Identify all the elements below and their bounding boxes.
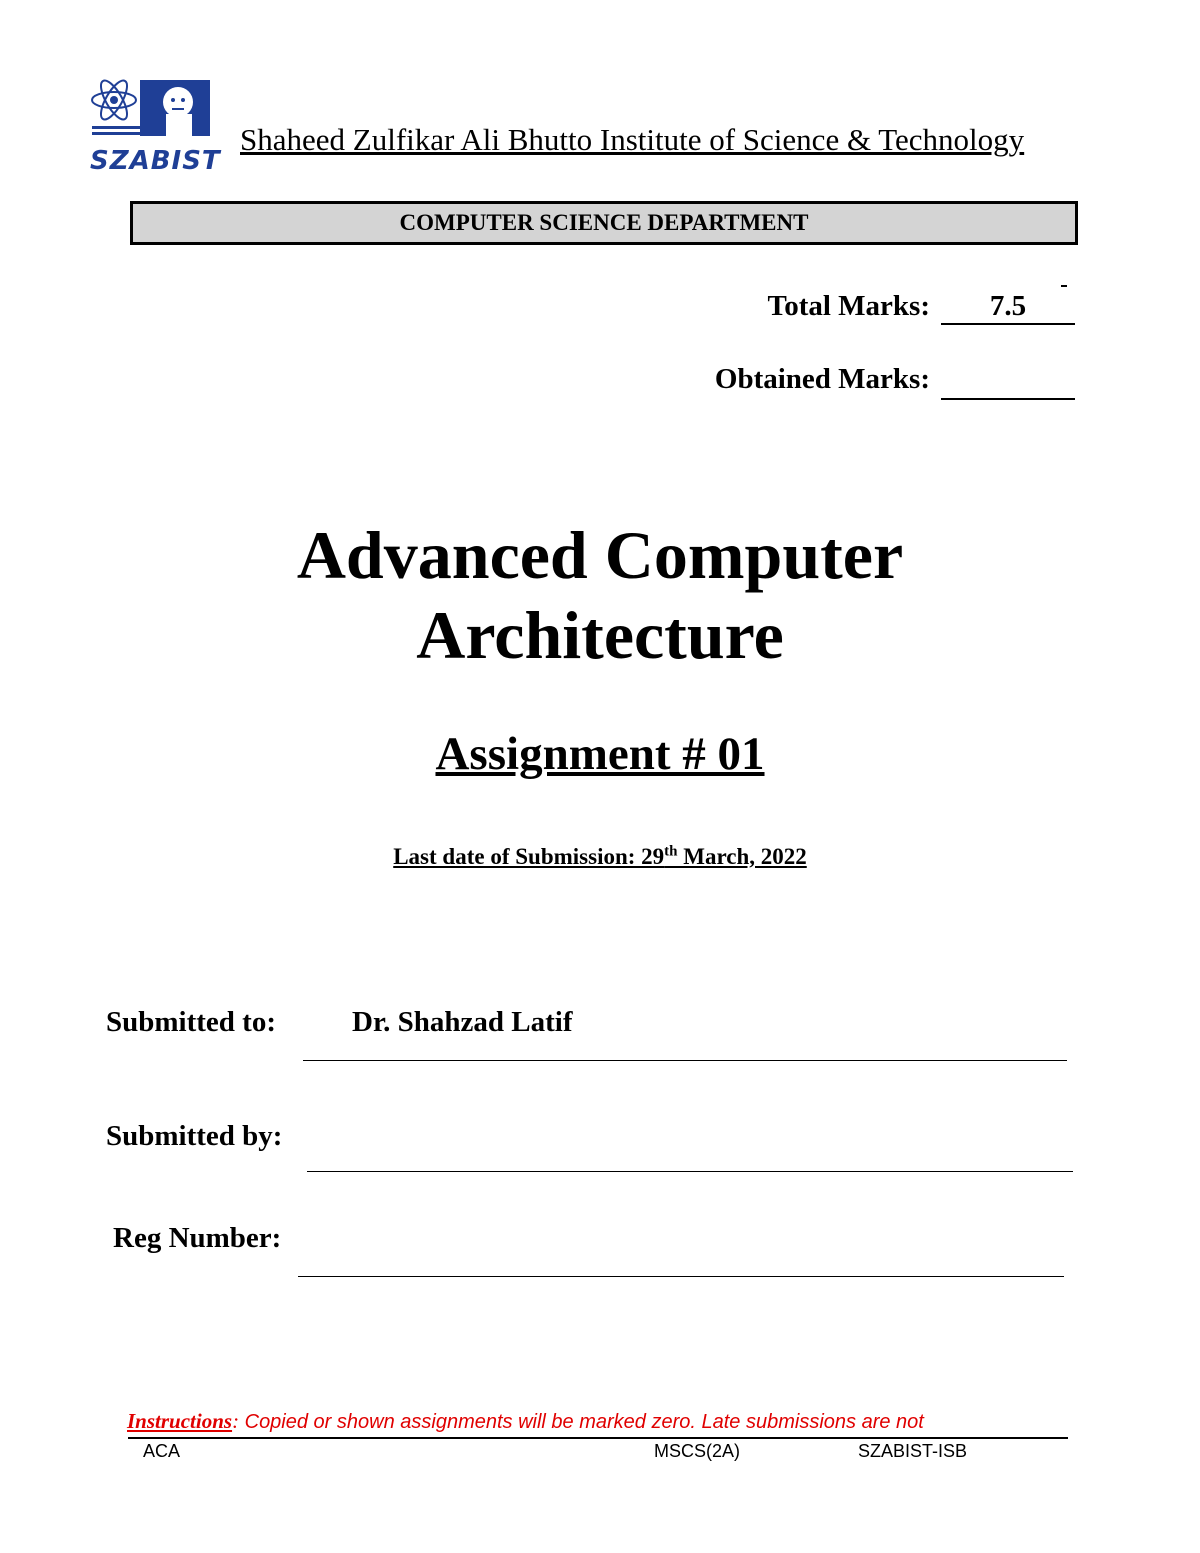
instructions-text: Copied or shown assignments will be marked zero. Late submissions are not: [239, 1411, 924, 1433]
course-title: [100, 515, 1100, 675]
assignment-number: Assignment # 01: [435, 728, 765, 780]
total-marks-value: 7.5: [989, 290, 1027, 322]
institute-name: Shaheed Zulfikar Ali Bhutto Institute of Science & Technology: [240, 122, 1025, 157]
reg-number-label: Reg Number:: [113, 1222, 282, 1254]
course-title-line-2: Architecture: [416, 597, 784, 673]
logo-text: SZABIST: [90, 146, 221, 176]
department-name: COMPUTER SCIENCE DEPARTMENT: [399, 210, 809, 235]
footer-divider: [128, 1437, 1068, 1439]
footer-campus: SZABIST-ISB: [858, 1441, 968, 1461]
instructions-heading: Instructions: [127, 1409, 233, 1433]
instructions-colon: :: [232, 1409, 240, 1433]
submission-deadline: [100, 843, 1100, 870]
course-title-line-1: Advanced Computer: [296, 517, 904, 593]
reg-number-line: [298, 1276, 1064, 1277]
submitted-to-line: [303, 1060, 1067, 1061]
obtained-marks-label: Obtained Marks:: [714, 363, 930, 395]
deadline-prefix: Last date of Submission: 29: [393, 843, 665, 869]
instructions-note: [127, 1409, 924, 1434]
obtained-marks-field: [941, 364, 1075, 400]
department-banner: [130, 201, 1078, 245]
logo-emblem-icon: [88, 78, 216, 148]
mark-dash: [1061, 285, 1067, 287]
footer-program: MSCS(2A): [654, 1441, 741, 1461]
submitted-by-label: Submitted by:: [106, 1120, 283, 1152]
deadline-suffix: March, 2022: [677, 843, 807, 869]
total-marks-label: Total Marks:: [767, 290, 930, 322]
footer-course-code: ACA: [143, 1441, 181, 1461]
submitted-to-label: Submitted to:: [106, 1006, 276, 1038]
submitted-by-line: [307, 1171, 1073, 1172]
deadline-superscript: th: [664, 843, 678, 859]
assignment-heading: [100, 727, 1100, 781]
submitted-to-value: Dr. Shahzad Latif: [352, 1006, 573, 1038]
